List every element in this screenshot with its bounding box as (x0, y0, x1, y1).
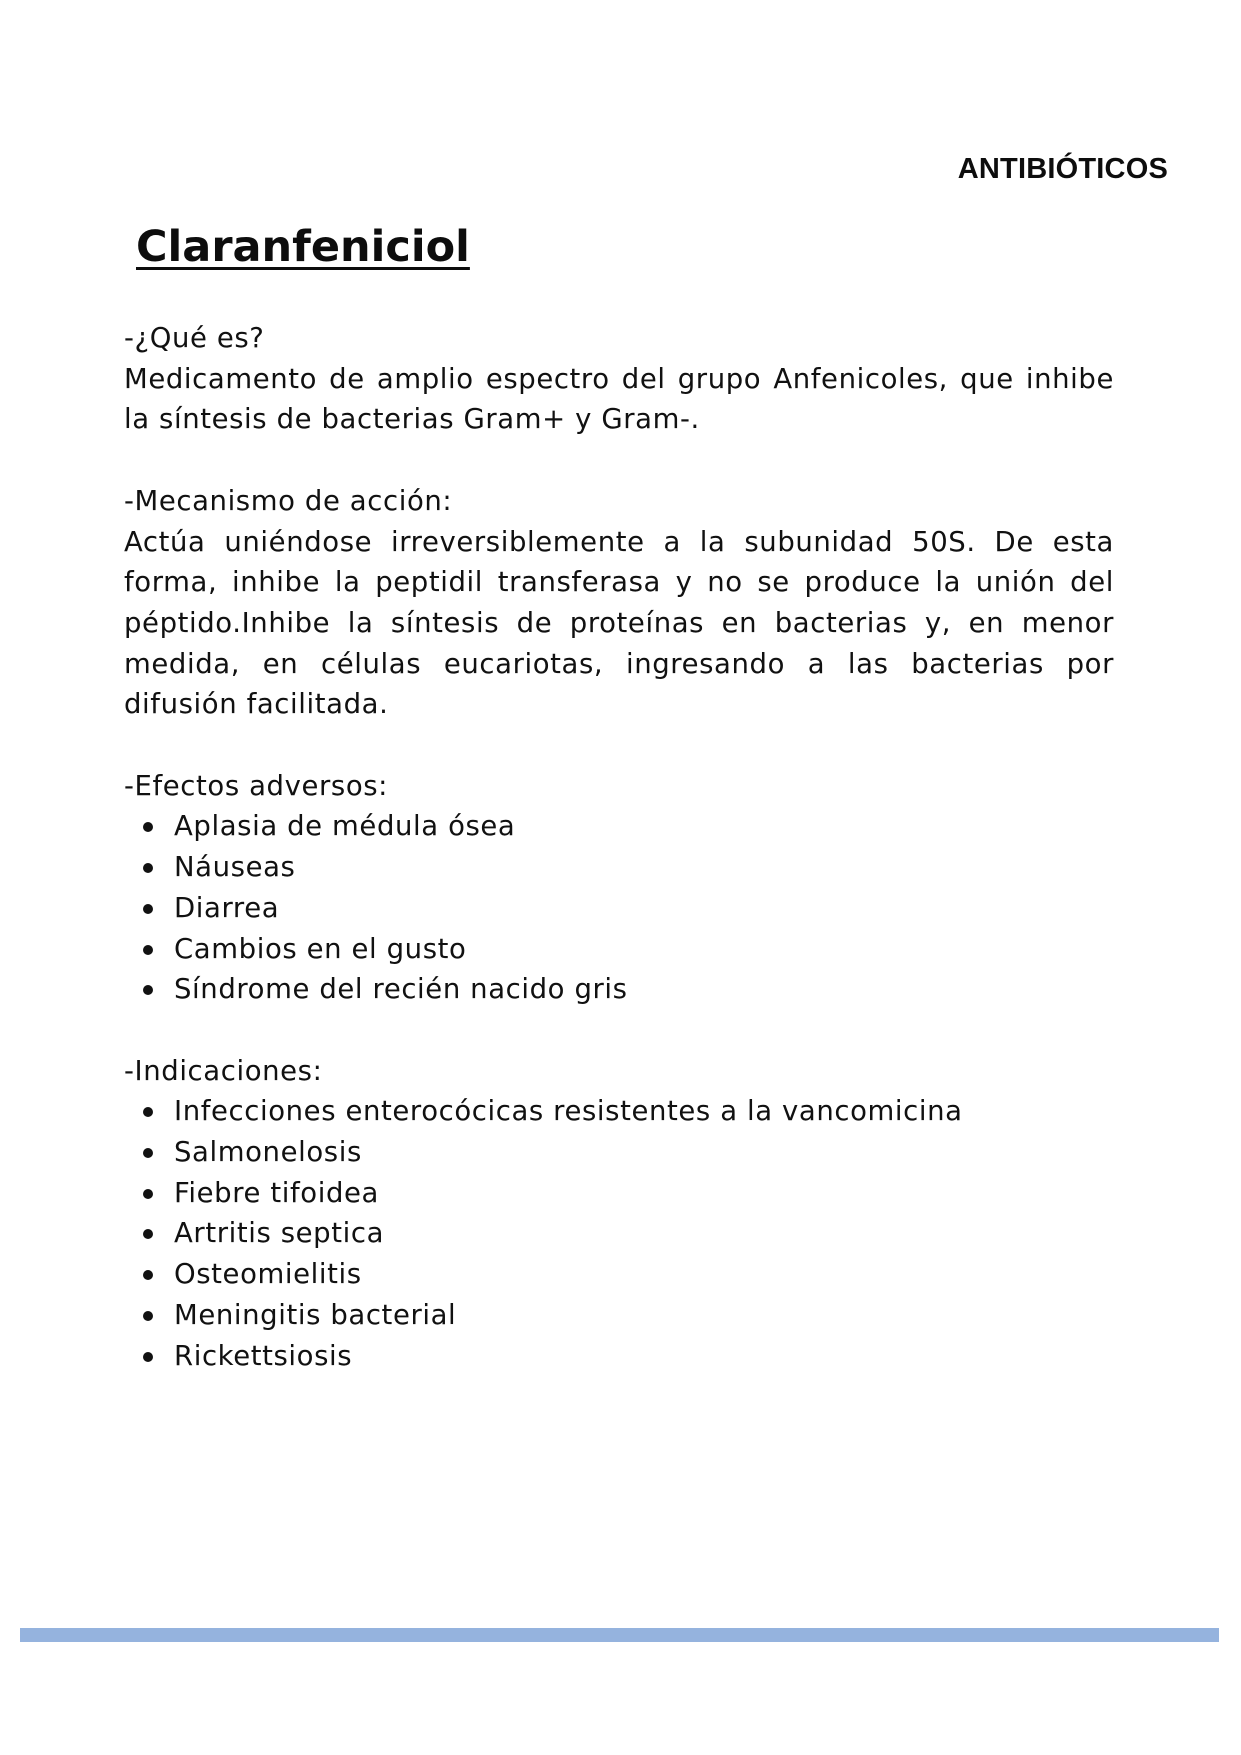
section-adverse-effects (124, 766, 1114, 1010)
list-item-text: Síndrome del recién nacido gris (174, 973, 628, 1006)
list-item-text: Náuseas (174, 851, 296, 884)
list-item (124, 1295, 1114, 1336)
list-item-text: Osteomielitis (174, 1258, 362, 1291)
document-body (124, 318, 1114, 1417)
bullet-icon (143, 1148, 153, 1158)
list-item-text: Fiebre tifoidea (174, 1176, 379, 1209)
bullet-icon (143, 863, 153, 873)
section-mechanism-body: Actúa uniéndose irreversiblemente a la subunidad 50S. De esta forma, inhibe la peptidil transferasa y no se produce la unión del péptido.Inhibe la síntesis de proteínas en bacterias y, en menor medida, en células eucariotas, ingresando a las bacterias por difusión facilitada. (124, 525, 1114, 721)
bullet-icon (143, 904, 153, 914)
bullet-icon (143, 945, 153, 955)
list-item (124, 1213, 1114, 1254)
list-item (124, 1254, 1114, 1295)
list-item-text: Salmonelosis (174, 1136, 362, 1169)
list-item (124, 929, 1114, 970)
footer-divider-bar (20, 1628, 1219, 1642)
indications-list (124, 1091, 1114, 1376)
list-item (124, 806, 1114, 847)
list-item (124, 847, 1114, 888)
bullet-icon (143, 1311, 153, 1321)
list-item-text: Meningitis bacterial (174, 1298, 457, 1331)
list-item (124, 888, 1114, 929)
list-item-text: Rickettsiosis (174, 1339, 353, 1372)
list-item (124, 969, 1114, 1010)
bullet-icon (143, 1270, 153, 1280)
section-what-body: Medicamento de amplio espectro del grupo Anfenicoles, que inhibe la síntesis de bacterias Gram+ y Gram-. (124, 362, 1114, 436)
section-adverse-heading: -Efectos adversos: (124, 769, 389, 802)
section-mechanism-heading: -Mecanismo de acción: (124, 484, 453, 517)
list-item-text: Infecciones enterocócicas resistentes a la vancomicina (174, 1095, 963, 1128)
bullet-icon (143, 1107, 153, 1117)
bullet-icon (143, 1352, 153, 1362)
bullet-icon (143, 1189, 153, 1199)
document-title: Claranfeniciol (136, 222, 470, 272)
bullet-icon (143, 985, 153, 995)
list-item (124, 1173, 1114, 1214)
list-item-text: Artritis septica (174, 1217, 385, 1250)
section-indications (124, 1051, 1114, 1377)
list-item (124, 1132, 1114, 1173)
list-item-text: Aplasia de médula ósea (174, 810, 516, 843)
adverse-effects-list (124, 806, 1114, 1010)
bullet-icon (143, 822, 153, 832)
section-indications-heading: -Indicaciones: (124, 1054, 323, 1087)
list-item (124, 1336, 1114, 1377)
document-category: ANTIBIÓTICOS (957, 153, 1168, 185)
section-mechanism (124, 481, 1114, 725)
list-item-text: Diarrea (174, 891, 280, 924)
list-item (124, 1091, 1114, 1132)
list-item-text: Cambios en el gusto (174, 932, 467, 965)
section-what-heading: -¿Qué es? (124, 322, 265, 354)
section-what (124, 318, 1114, 440)
bullet-icon (143, 1229, 153, 1239)
